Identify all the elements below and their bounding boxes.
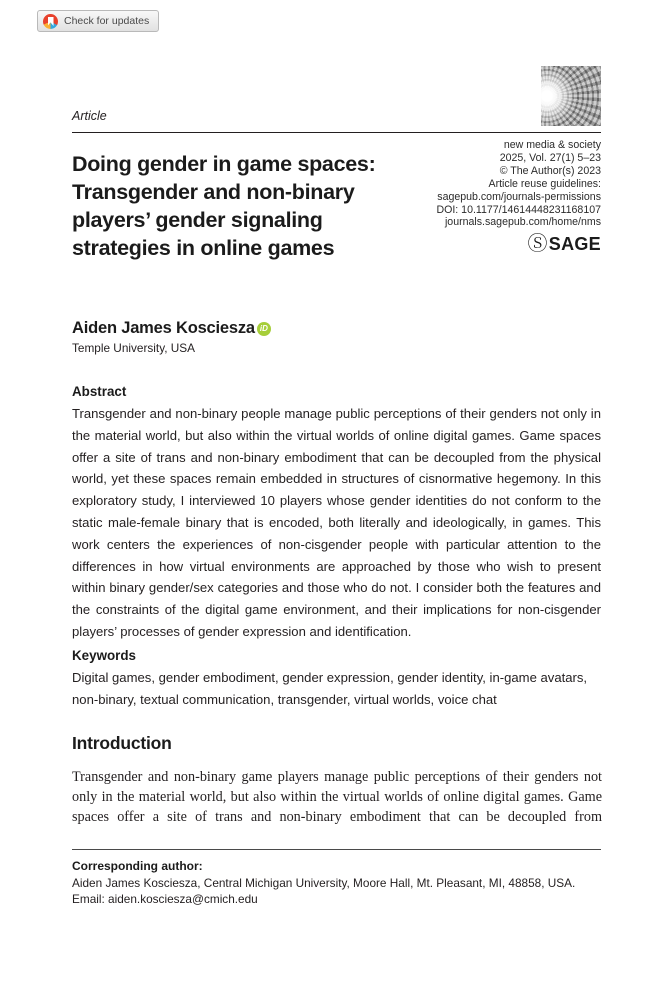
title-line-1: Doing gender in game spaces: bbox=[72, 152, 376, 176]
permissions-link[interactable]: sagepub.com/journals-permissions bbox=[437, 190, 601, 203]
corresponding-author-email: Email: aiden.kosciesza@cmich.edu bbox=[72, 892, 258, 906]
journal-home-link[interactable]: journals.sagepub.com/home/nms bbox=[444, 216, 601, 229]
sage-logo-text: SAGE bbox=[548, 233, 601, 254]
doi-link[interactable]: DOI: 10.1177/14614448231168107 bbox=[436, 203, 601, 216]
check-for-updates-label: Check for updates bbox=[64, 15, 150, 27]
author-block bbox=[72, 319, 271, 355]
author-affiliation: Temple University, USA bbox=[72, 341, 196, 355]
introduction-section bbox=[72, 733, 602, 827]
keywords-section bbox=[72, 648, 601, 711]
abstract-section bbox=[72, 384, 601, 643]
keywords-text: Digital games, gender embodiment, gender expression, gender identity, in-game avatars, non-binary, textual communication, transgender, virtual worlds, voice chat bbox=[72, 670, 588, 707]
copyright-line: © The Author(s) 2023 bbox=[499, 164, 601, 177]
journal-info-block bbox=[341, 139, 601, 256]
sage-logo bbox=[341, 233, 601, 256]
title-line-2: Transgender and non-binary bbox=[72, 180, 355, 204]
check-for-updates-badge[interactable] bbox=[37, 10, 159, 32]
author-name: Aiden James Kosciesza bbox=[72, 319, 255, 337]
corresponding-author-heading: Corresponding author: bbox=[72, 859, 203, 873]
title-line-4: strategies in online games bbox=[72, 236, 335, 260]
corresponding-author-address: Aiden James Kosciesza, Central Michigan University, Moore Hall, Mt. Pleasant, MI, 48858, USA. bbox=[72, 875, 576, 890]
reuse-guidelines-label: Article reuse guidelines: bbox=[488, 177, 601, 190]
introduction-heading: Introduction bbox=[72, 733, 172, 753]
abstract-heading: Abstract bbox=[72, 384, 127, 399]
article-type-label: Article bbox=[72, 109, 107, 123]
volume-issue-pages: 2025, Vol. 27(1) 5–23 bbox=[499, 151, 601, 164]
journal-name: new media & society bbox=[503, 139, 601, 151]
introduction-paragraph: Transgender and non-binary game players manage public perceptions of their genders not only in the material world, but also within the virtual worlds of online digital games. Game spaces offer a site of trans and non-binary embodiment that can be decoupled from bbox=[72, 769, 602, 825]
orcid-id-icon[interactable]: iD bbox=[257, 322, 271, 336]
sage-s-icon: Ⓢ bbox=[527, 233, 548, 256]
title-line-3: players’ gender signaling bbox=[72, 208, 323, 232]
footnote-rule bbox=[72, 849, 601, 850]
journal-cover-artwork bbox=[541, 66, 601, 126]
crossmark-icon bbox=[43, 14, 58, 29]
corresponding-author-footnote bbox=[72, 849, 601, 908]
header-rule bbox=[72, 132, 601, 133]
abstract-text: Transgender and non-binary people manage public perceptions of their genders not only in the material world, but also within the virtual worlds of online digital games. Game spaces offer a site of trans and non-binary embodiment that can be decoupled from the physical world, yet these spaces remain embedded in structures of cisnormative hegemony. In this exploratory study, I interviewed 10 players whose gender identities do not conform to the static male-female binary that is encoded, both literally and ideologically, in games. This work centers the experiences of non-cisgender people with particular attention to the differences in how virtual environments are approached by those who wish to present within binary gender/sex categories and those who do not. I consider both the features and the constraints of the digital game environment, and their implications for non-cisgender players’ processes of gender expression and identification. bbox=[72, 406, 601, 639]
keywords-heading: Keywords bbox=[72, 648, 136, 663]
